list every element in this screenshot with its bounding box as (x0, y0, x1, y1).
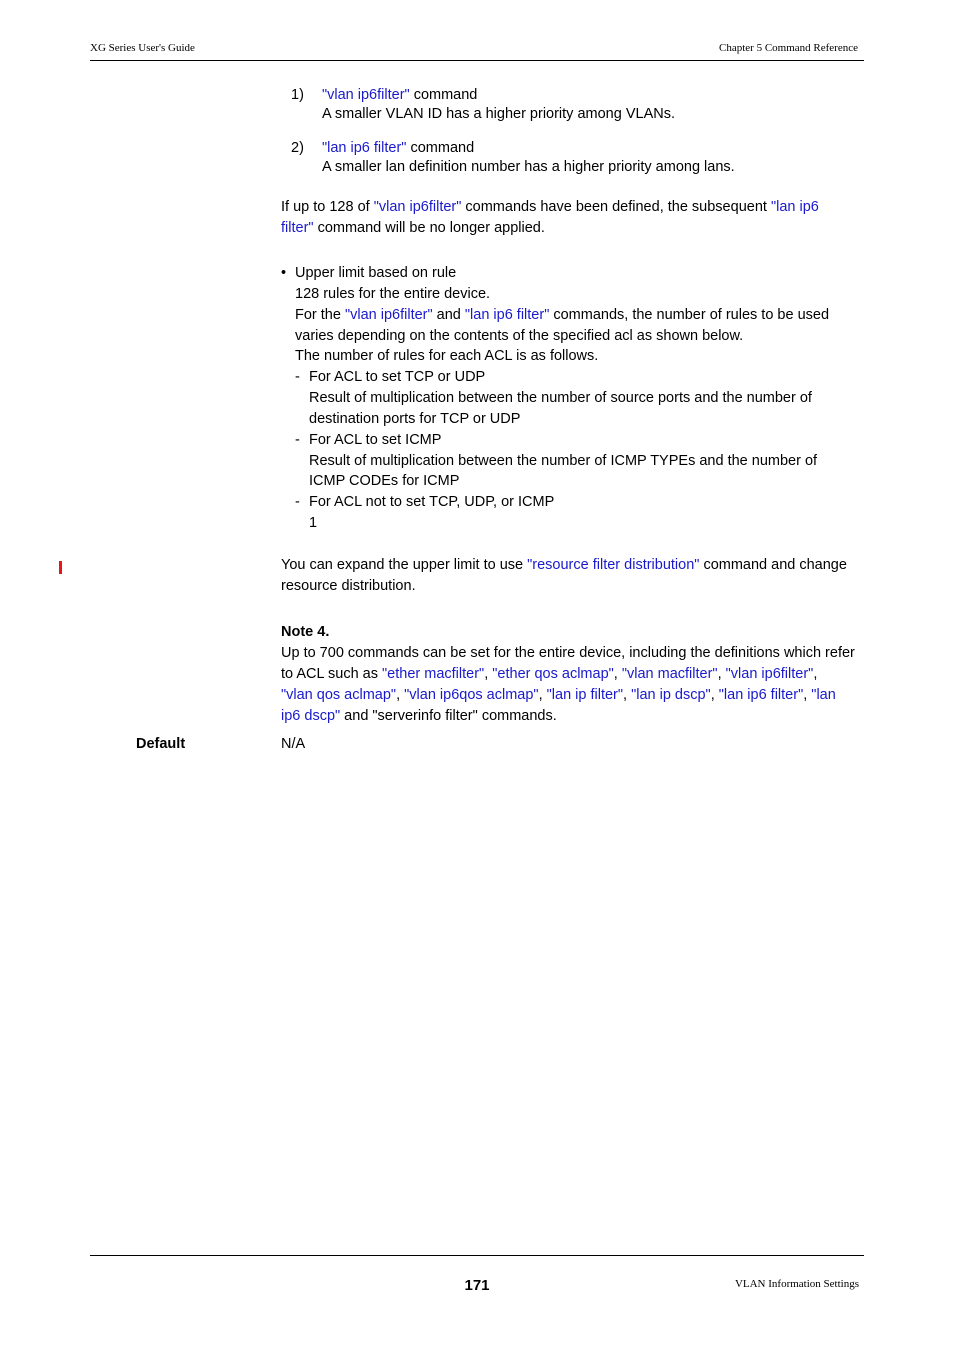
icmp-desc2: ICMP CODEs for ICMP (309, 473, 460, 489)
expand-line2: resource distribution. (281, 578, 416, 594)
default-value: N/A (281, 736, 306, 752)
icmp-title: For ACL to set ICMP (309, 432, 442, 448)
dash-icon: - (295, 369, 300, 385)
vlan-macfilter-link[interactable]: "vlan macfilter" (621, 666, 718, 682)
running-header-left: XG Series User's Guide (90, 42, 195, 54)
item1-description: A smaller VLAN ID has a higher priority among VLANs. (322, 106, 675, 122)
tcp-udp-desc2: destination ports for TCP or UDP (309, 411, 521, 427)
lan-ip6-dscp-link[interactable]: ip6 dscp" (281, 708, 341, 724)
item2-line: "lan ip6 filter" command (322, 140, 475, 156)
ether-macfilter-link[interactable]: "ether macfilter" (382, 666, 485, 682)
lan-ip6-filter-link[interactable]: filter" (281, 220, 314, 236)
vlan-ip6filter-link[interactable]: "vlan ip6filter" (725, 666, 814, 682)
note4-line2: to ACL such as "ether macfilter", "ether qos aclmap", "vlan macfilter", "vlan ip6filter", (281, 666, 818, 682)
page-number: 171 (464, 1277, 490, 1294)
upper-limit-line4: The number of rules for each ACL is as follows. (295, 348, 599, 364)
bullet-icon: • (281, 265, 287, 281)
upper-limit-line2: For the "vlan ip6filter" and "lan ip6 filter" commands, the number of rules to be used (295, 307, 830, 323)
resource-filter-distribution-link[interactable]: "resource filter distribution" (527, 557, 700, 573)
lan-ip6-filter-link[interactable]: "lan ip6 filter" (464, 307, 550, 323)
lan-ip-filter-link[interactable]: "lan ip filter" (546, 687, 624, 703)
vlan-ip6filter-link[interactable]: "vlan ip6filter" (322, 87, 410, 103)
note4-line3: "vlan qos aclmap", "vlan ip6qos aclmap", "lan ip filter", "lan ip dscp", "lan ip6 filter", "lan (281, 687, 836, 703)
change-bar (59, 561, 62, 574)
no-protocol-desc: 1 (309, 515, 318, 531)
lan-ip-dscp-link[interactable]: "lan ip dscp" (631, 687, 711, 703)
dash-icon: - (295, 432, 300, 448)
lan-ip6-filter-link[interactable]: "lan ip6 filter" (718, 687, 804, 703)
header-rule (90, 60, 864, 61)
icmp-desc1: Result of multiplication between the number of ICMP TYPEs and the number of (309, 453, 818, 469)
running-footer-right: VLAN Information Settings (734, 1278, 859, 1290)
vlan-ip6filter-link[interactable]: "vlan ip6filter" (344, 307, 433, 323)
footer-rule (90, 1255, 864, 1256)
item1-number: 1) (291, 87, 304, 103)
note4-title: Note 4. (281, 624, 330, 640)
upper-limit-line1: 128 rules for the entire device. (295, 286, 491, 302)
running-header-right: Chapter 5 Command Reference (719, 42, 858, 54)
tcp-udp-desc1: Result of multiplication between the number of source ports and the number of (309, 390, 812, 406)
upper-limit-title: Upper limit based on rule (295, 265, 457, 281)
item2-number: 2) (291, 140, 304, 156)
no-protocol-title: For ACL not to set TCP, UDP, or ICMP (309, 494, 555, 510)
note4-line4: ip6 dscp" and "serverinfo filter" commands. (281, 708, 557, 724)
vlan-ip6filter-link[interactable]: "vlan ip6filter" (373, 199, 462, 215)
expand-line1: You can expand the upper limit to use "resource filter distribution" command and change (281, 557, 847, 573)
lan-ip6-filter-link[interactable]: "lan ip6 (770, 199, 819, 215)
ether-qos-aclmap-link[interactable]: "ether qos aclmap" (492, 666, 614, 682)
lan-ip6-dscp-link[interactable]: "lan (811, 687, 836, 703)
tcp-udp-title: For ACL to set TCP or UDP (309, 369, 486, 385)
upper-limit-line3: varies depending on the contents of the specified acl as shown below. (295, 328, 744, 344)
dash-icon: - (295, 494, 300, 510)
default-label: Default (136, 736, 186, 752)
item2-description: A smaller lan definition number has a higher priority among lans. (322, 159, 735, 175)
note4-line1: Up to 700 commands can be set for the entire device, including the definitions which refer (281, 645, 855, 661)
vlan-ip6qos-aclmap-link[interactable]: "vlan ip6qos aclmap" (404, 687, 539, 703)
para1-line2: filter" command will be no longer applied. (281, 220, 545, 236)
para1-line1: If up to 128 of "vlan ip6filter" commands have been defined, the subsequent "lan ip6 (281, 199, 819, 215)
vlan-qos-aclmap-link[interactable]: "vlan qos aclmap" (281, 687, 397, 703)
item1-line: "vlan ip6filter" command (322, 87, 478, 103)
lan-ip6-filter-link[interactable]: "lan ip6 filter" (322, 140, 407, 156)
